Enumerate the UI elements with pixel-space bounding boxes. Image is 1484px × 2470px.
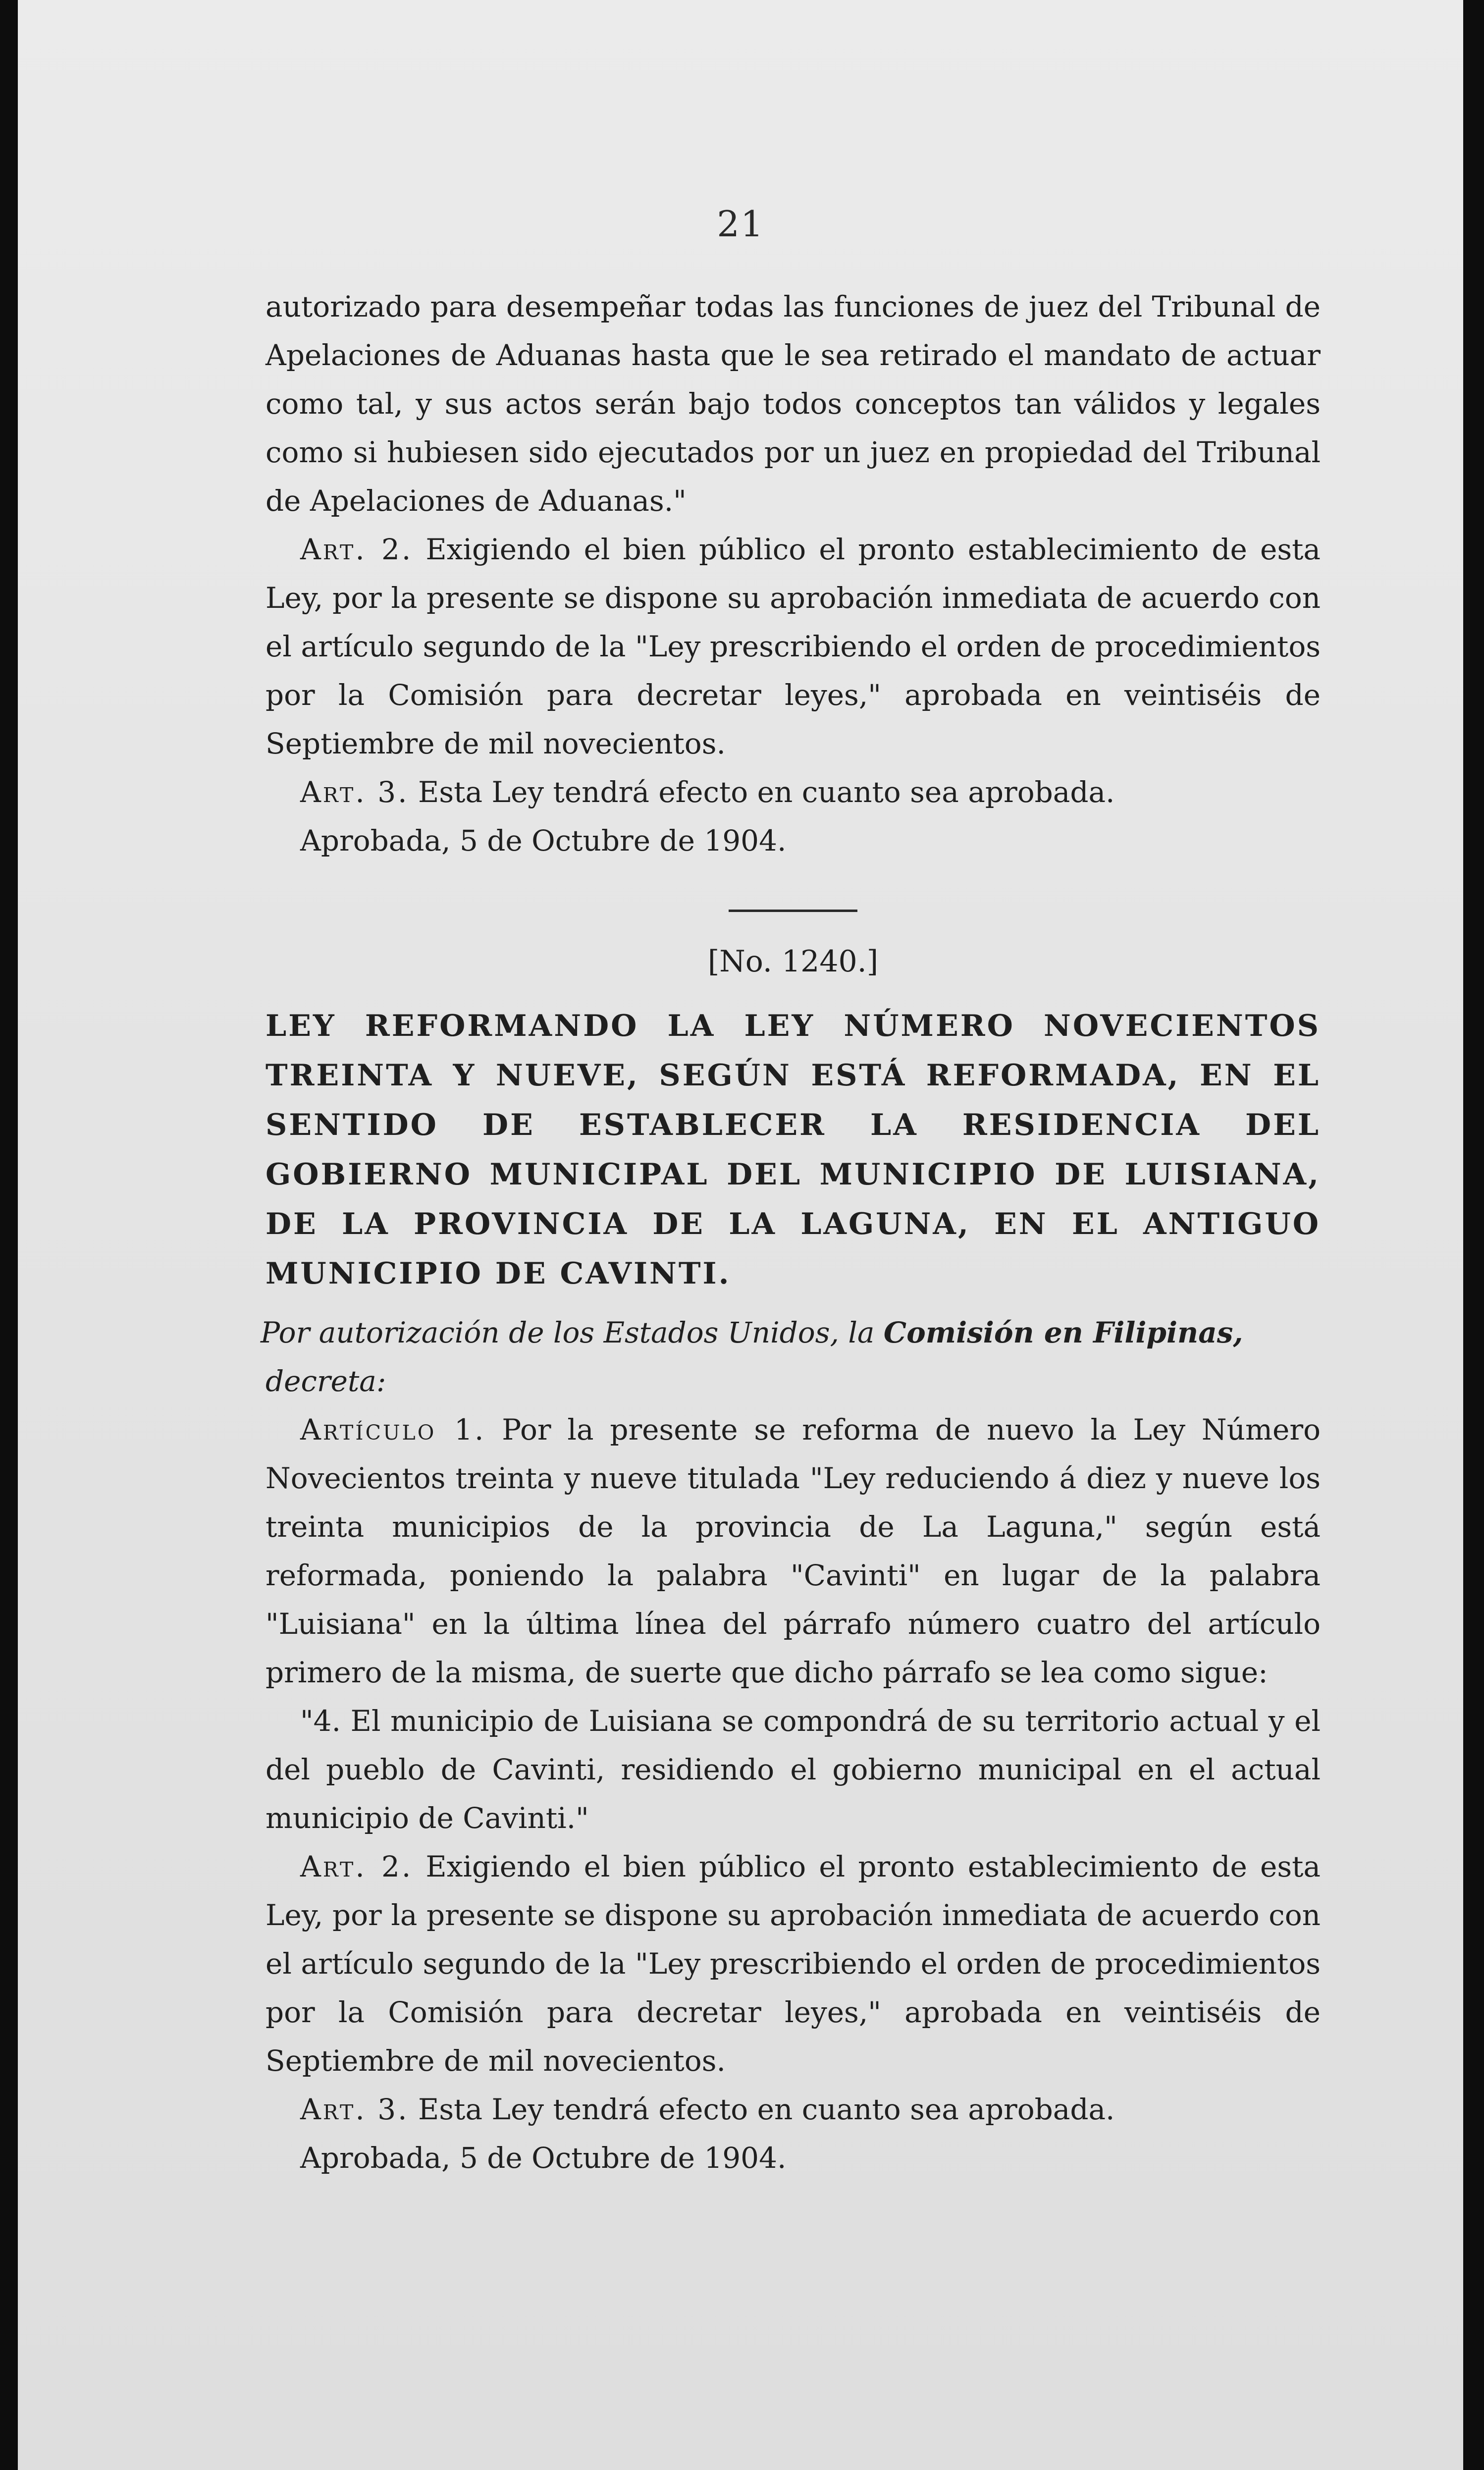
law-article-1-label: Artículo 1. <box>300 1413 486 1447</box>
law-article-1-paragraph <box>265 1405 1321 1697</box>
article-3-text: Esta Ley tendrá efecto en cuanto sea aprobada. <box>409 775 1115 809</box>
article-2-text: Exigiendo el bien público el pronto establecimiento de esta Ley, por la presente se dispone su aprobación inmediata de acuerdo con el artículo segundo de la "Ley prescribiendo el orden de procedimientos por la Comisión para decretar leyes," aprobada en veintiséis de Septiembre de mil novecientos. <box>265 533 1321 760</box>
scan-border-right <box>1463 0 1484 2470</box>
page-content <box>261 282 1321 2182</box>
law-number: [No. 1240.] <box>707 944 879 979</box>
law-article-2-label: Art. 2. <box>300 1850 413 1883</box>
paragraph-continuation: autorizado para desempeñar todas las funciones de juez del Tribunal de Apelaciones de Aduanas hasta que le sea retirado el mandato de actuar como tal, y sus actos serán bajo todos conceptos tan válidos y legales como si hubiesen sido ejecutados por un juez en propiedad del Tribunal de Apelaciones de Aduanas." <box>265 290 1321 518</box>
decree-end: decreta: <box>265 1364 386 1398</box>
article-2-paragraph <box>265 525 1321 768</box>
decree-bold: Comisión en Filipinas, <box>883 1316 1243 1349</box>
law-article-3-label: Art. 3. <box>300 2093 409 2126</box>
law-article-3-paragraph <box>265 2085 1321 2134</box>
document-page <box>18 0 1463 2470</box>
scan-border-left <box>0 0 18 2470</box>
decree-formula <box>261 1308 1321 1405</box>
law-article-2-paragraph <box>265 1842 1321 2085</box>
article-2-label: Art. 2. <box>300 533 413 566</box>
article-3-label: Art. 3. <box>300 775 409 809</box>
decree-italic: Por autorización de los Estados Unidos, la <box>261 1316 884 1349</box>
section-divider <box>729 910 857 912</box>
article-3-paragraph <box>265 768 1321 816</box>
page-number: 21 <box>717 203 764 245</box>
approval-date: Aprobada, 5 de Octubre de 1904. <box>300 824 787 858</box>
law-article-1-text: Por la presente se reforma de nuevo la Ley Número Novecientos treinta y nueve titulada "Ley reduciendo á diez y nueve los treinta municipios de la provincia de La Laguna," según está reformada, poniendo la palabra "Cavinti" en lugar de la palabra "Luisiana" en la última línea del párrafo número cuatro del artículo primero de la misma, de suerte que dicho párrafo se lea como sigue: <box>265 1413 1321 1689</box>
law-approval-date: Aprobada, 5 de Octubre de 1904. <box>300 2141 787 2175</box>
law-article-2-text: Exigiendo el bien público el pronto establecimiento de esta Ley, por la presente se dispone su aprobación inmediata de acuerdo con el artículo segundo de la "Ley prescribiendo el orden de procedimientos por la Comisión para decretar leyes," aprobada en veintiséis de Septiembre de mil novecientos. <box>265 1850 1321 2078</box>
quoted-amendment: "4. El municipio de Luisiana se compondrá de su territorio actual y el del pueblo de Cavinti, residiendo el gobierno municipal en el actual municipio de Cavinti." <box>265 1704 1321 1835</box>
law-article-3-text: Esta Ley tendrá efecto en cuanto sea aprobada. <box>409 2093 1115 2126</box>
law-title: LEY REFORMANDO LA LEY NÚMERO NOVECIENTOS TREINTA Y NUEVE, SEGÚN ESTÁ REFORMADA, EN EL SENTIDO DE ESTABLECER LA RESIDENCIA DEL GOBIERNO MUNICIPAL DEL MUNICIPIO DE LUISIANA, DE LA PROVINCIA DE LA LAGUNA, EN EL ANTIGUO MUNICIPIO DE CAVINTI. <box>265 1009 1321 1291</box>
